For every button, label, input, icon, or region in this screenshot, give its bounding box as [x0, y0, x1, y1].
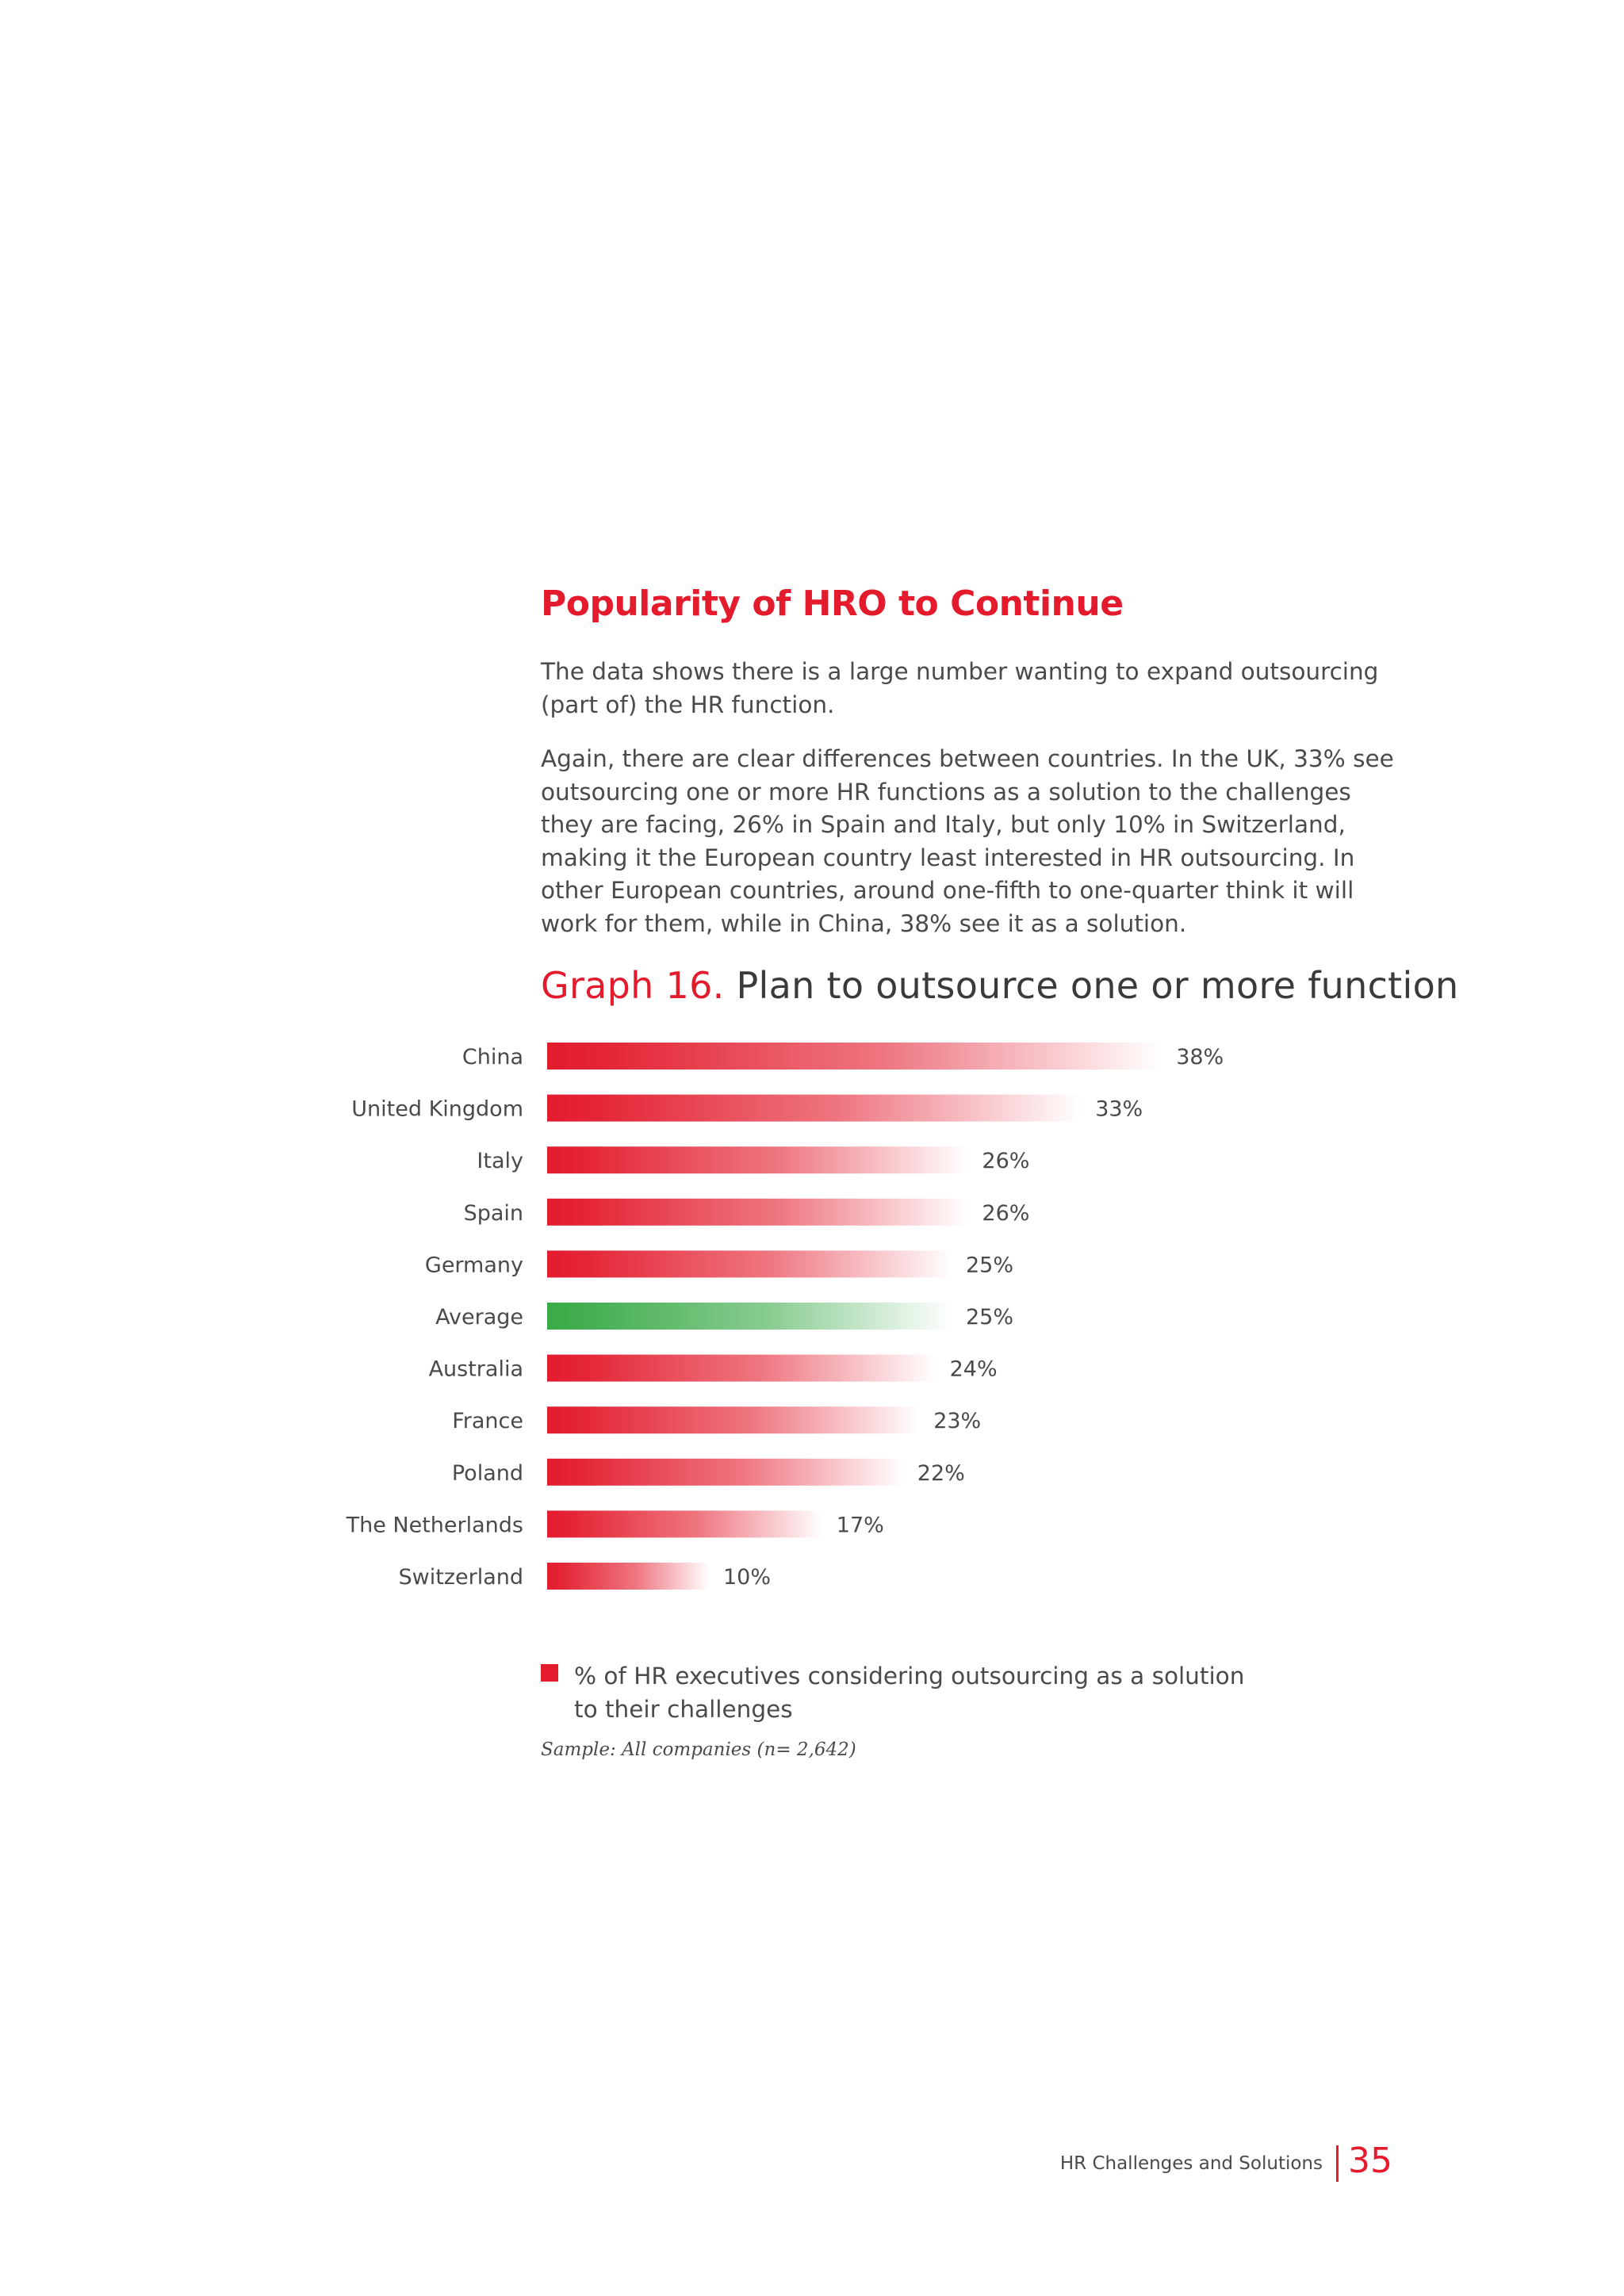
value-label-average: 25% [966, 1305, 1014, 1330]
graph-heading [541, 964, 1459, 1007]
page-number: 35 [1348, 2141, 1392, 2181]
page-footer [1059, 2141, 1404, 2188]
category-label-switzerland: Switzerland [398, 1565, 523, 1590]
value-label-australia: 24% [949, 1357, 998, 1382]
bar-italy [547, 1146, 967, 1173]
graph-number: Graph 16. [541, 964, 725, 1007]
section-title: Popularity of HRO to Continue [541, 584, 1124, 624]
category-label-australia: Australia [428, 1357, 523, 1382]
value-label-germany: 25% [966, 1253, 1014, 1278]
category-label-italy: Italy [477, 1149, 523, 1174]
value-label-china: 38% [1176, 1045, 1224, 1070]
bar-average [547, 1303, 952, 1330]
bar-china [547, 1043, 1162, 1070]
value-label-the-netherlands: 17% [836, 1513, 884, 1538]
bar-switzerland [547, 1563, 709, 1590]
legend-label: % of HR executives considering outsourcing as a solution to their challenges [574, 1663, 1245, 1723]
bar-spain [547, 1199, 967, 1226]
category-label-china: China [462, 1045, 523, 1070]
value-label-spain: 26% [982, 1200, 1030, 1226]
intro-paragraph: The data shows there is a large number wanting to expand outsourcing (part of) the HR function. [541, 658, 1379, 718]
footer-title: HR Challenges and Solutions [1059, 2153, 1323, 2174]
category-label-spain: Spain [463, 1200, 523, 1226]
legend-swatch [541, 1664, 558, 1682]
category-label-france: France [452, 1409, 523, 1434]
value-label-france: 23% [933, 1409, 982, 1434]
category-label-germany: Germany [424, 1253, 523, 1278]
value-label-switzerland: 10% [723, 1565, 772, 1590]
value-label-italy: 26% [982, 1149, 1030, 1174]
bar-australia [547, 1355, 936, 1382]
bar-germany [547, 1250, 952, 1277]
bar-united-kingdom [547, 1095, 1081, 1122]
value-label-united-kingdom: 33% [1095, 1096, 1143, 1122]
bar-france [547, 1406, 919, 1433]
value-label-poland: 22% [917, 1460, 965, 1486]
bar-the-netherlands [547, 1510, 822, 1537]
category-label-poland: Poland [451, 1460, 523, 1486]
category-label-united-kingdom: United Kingdom [351, 1096, 523, 1122]
graph-title: Plan to outsource one or more function [736, 964, 1459, 1007]
category-label-average: Average [435, 1305, 523, 1330]
sample-note: Sample: All companies (n= 2,642) [541, 1739, 856, 1760]
bar-chart [0, 1031, 1348, 1617]
body-paragraph: Again, there are clear differences between countries. In the UK, 33% see outsourcing one or more HR functions as a solution to the challenges they are facing, 26% in Spain and Italy, but only 10% in Switzerland, making it the European country least interested in HR outsourcing. In other European countries, around one-fifth to one-quarter think it will work for them, while in China, 38% see it as a solution. [541, 745, 1394, 937]
bar-poland [547, 1459, 903, 1486]
category-label-the-netherlands: The Netherlands [346, 1513, 523, 1538]
footer-divider [1336, 2145, 1339, 2182]
